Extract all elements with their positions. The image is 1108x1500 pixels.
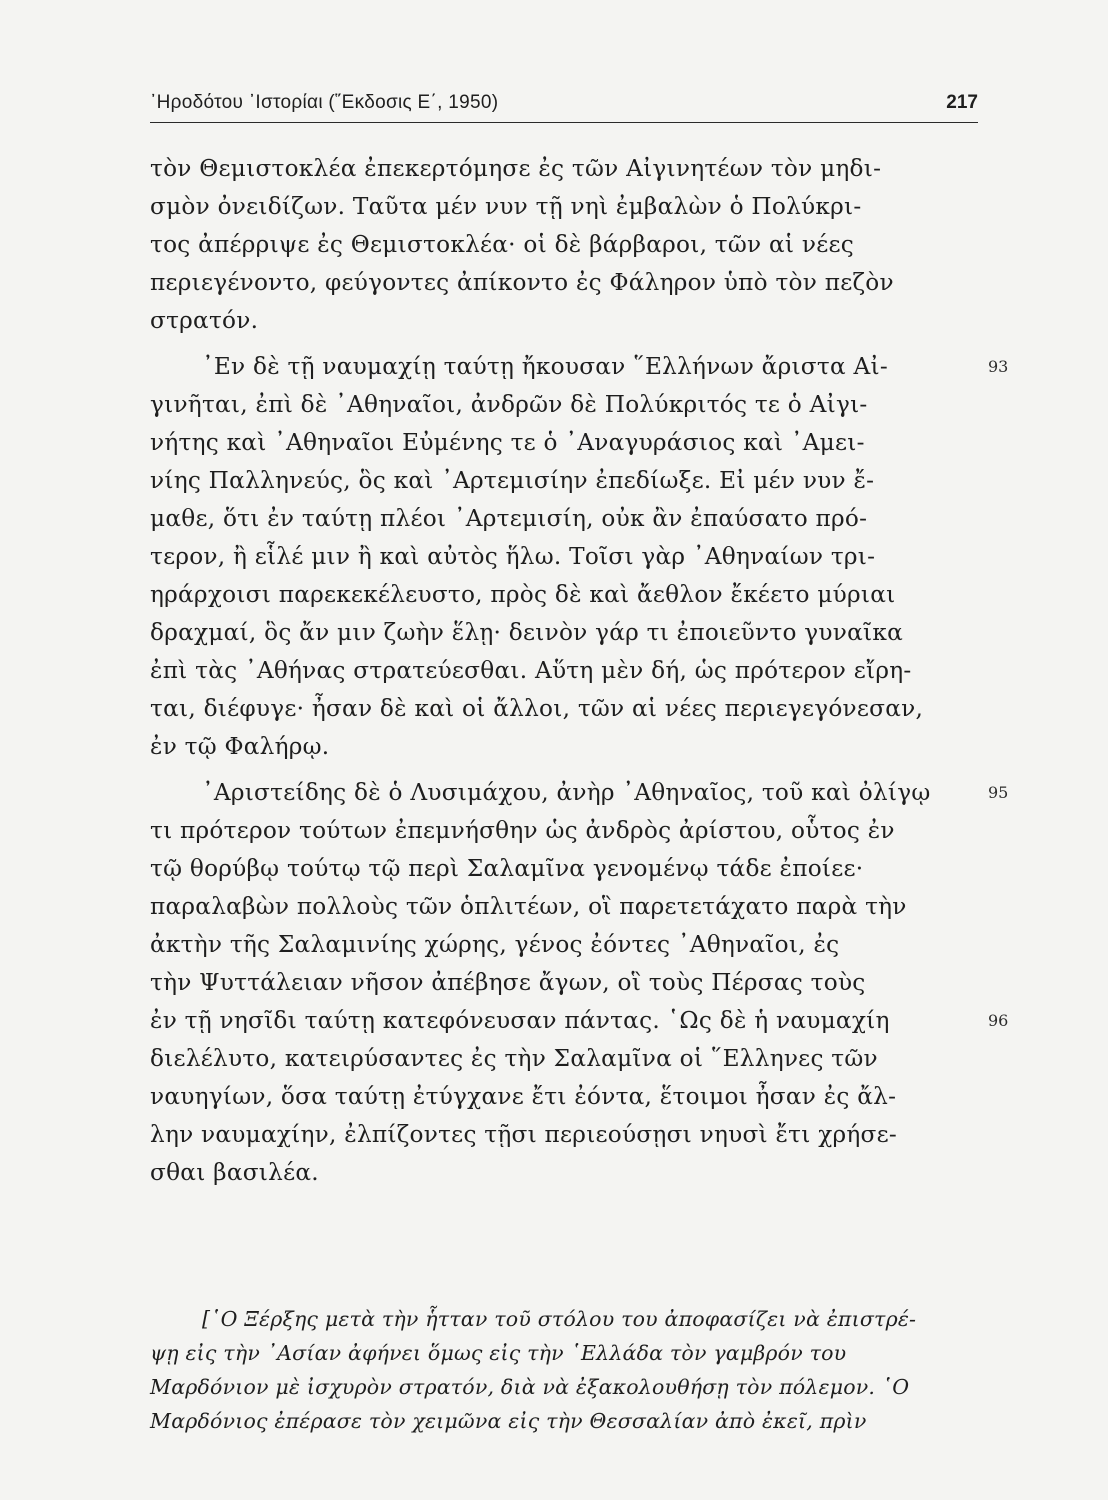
running-header [150, 92, 978, 123]
text-line: ται, διέφυγε· ἦσαν δὲ καὶ οἱ ἄλλοι, τῶν αἱ νέες περιεγεγόνεσαν, [150, 695, 924, 722]
text-line: τῷ θορύβῳ τούτῳ τῷ περὶ Σαλαμῖνα γενομένῳ τάδε ἐποίεε· [150, 855, 864, 882]
text-line: τὴν Ψυττάλειαν νῆσον ἀπέβησε ἄγων, οἳ τοὺς Πέρσας τοὺς [150, 969, 866, 996]
note-line: Μαρδόνιος ἐπέρασε τὸν χειμῶνα εἰς τὴν Θεσσαλίαν ἀπὸ ἐκεῖ, πρὶν [150, 1409, 867, 1433]
text-line: ηράρχοισι παρεκεκέλευστο, πρὸς δὲ καὶ ἄεθλον ἔκέετο μύριαι [150, 581, 896, 608]
text-line: ᾿Αριστείδης δὲ ὁ Λυσιμάχου, ἀνὴρ ᾿Αθηναῖος, τοῦ καὶ ὀλίγῳ [202, 779, 931, 806]
text-line: σμὸν ὀνειδίζων. Ταῦτα μέν νυν τῇ νηὶ ἐμβαλὼν ὁ Πολύκρι- [150, 193, 862, 220]
text-line: γινῆται, ἐπὶ δὲ ᾿Αθηναῖοι, ἀνδρῶν δὲ Πολύκριτός τε ὁ Αἰγι- [150, 391, 868, 418]
note-line: Μαρδόνιον μὲ ἰσχυρὸν στρατόν, διὰ νὰ ἐξακολουθήσῃ τὸν πόλεμον. ῾Ο [150, 1375, 910, 1399]
section-number: 95 [988, 783, 1009, 802]
text-line: ἐπὶ τὰς ᾿Αθήνας στρατεύεσθαι. Αὕτη μὲν δή, ὡς πρότερον εἴρη- [150, 657, 912, 684]
note-line: [῾Ο Ξέρξης μετὰ τὴν ἧτταν τοῦ στόλου του ἀποφασίζει νὰ ἐπιστρέ- [202, 1307, 917, 1331]
text-line: ναυηγίων, ὅσα ταύτῃ ἐτύγχανε ἔτι ἐόντα, ἕτοιμοι ἦσαν ἐς ἄλ- [150, 1083, 897, 1110]
text-line: τος ἀπέρριψε ἐς Θεμιστοκλέα· οἱ δὲ βάρβαροι, τῶν αἱ νέες [150, 231, 854, 258]
header-title: ᾿Ηροδότου ᾿Ιστορίαι (῞Εκδοσις Ε΄, 1950) [150, 92, 499, 113]
note-line: ψῃ εἰς τὴν ᾿Ασίαν ἀφήνει ὅμως εἰς τὴν ῾Ελλάδα τὸν γαμβρόν του [150, 1341, 847, 1365]
text-line: τι πρότερον τούτων ἐπεμνήσθην ὡς ἀνδρὸς ἀρίστου, οὗτος ἐν [150, 817, 895, 844]
text-line: νήτης καὶ ᾿Αθηναῖοι Εὐμένης τε ὁ ᾿Αναγυράσιος καὶ ᾿Αμει- [150, 429, 865, 456]
text-line: λην ναυμαχίην, ἐλπίζοντες τῇσι περιεούσῃσι νηυσὶ ἔτι χρήσε- [150, 1121, 897, 1148]
text-line: διελέλυτο, κατειρύσαντες ἐς τὴν Σαλαμῖνα οἱ ῞Ελληνες τῶν [150, 1045, 878, 1072]
text-line: ᾿Εν δὲ τῇ ναυμαχίῃ ταύτῃ ἤκουσαν ῞Ελλήνων ἄριστα Αἰ- [202, 353, 888, 380]
section-number: 93 [988, 357, 1009, 376]
text-line: παραλαβὼν πολλοὺς τῶν ὁπλιτέων, οἳ παρετετάχατο παρὰ τὴν [150, 893, 907, 920]
page-number: 217 [946, 92, 978, 113]
text-line: τὸν Θεμιστοκλέα ἐπεκερτόμησε ἐς τῶν Αἰγινητέων τὸν μηδι- [150, 155, 882, 182]
text-line: σθαι βασιλέα. [150, 1159, 319, 1186]
section-number: 96 [988, 1011, 1009, 1030]
text-line: στρατόν. [150, 307, 259, 334]
text-line: ἐν τῇ νησῖδι ταύτῃ κατεφόνευσαν πάντας. ῾Ως δὲ ἡ ναυμαχίη [150, 1007, 890, 1034]
text-line: δραχμαί, ὃς ἄν μιν ζωὴν ἕλῃ· δεινὸν γάρ τι ἐποιεῦντο γυναῖκα [150, 619, 903, 646]
text-line: περιεγένοντο, φεύγοντες ἀπίκοντο ἐς Φάληρον ὑπὸ τὸν πεζὸν [150, 269, 894, 296]
text-line: τερον, ἢ εἷλέ μιν ἢ καὶ αὐτὸς ἥλω. Τοῖσι γὰρ ᾿Αθηναίων τρι- [150, 543, 876, 570]
text-line: ἀκτὴν τῆς Σαλαμινίης χώρης, γένος ἐόντες ᾿Αθηναῖοι, ἐς [150, 931, 840, 958]
text-line: νίης Παλληνεύς, ὃς καὶ ᾿Αρτεμισίην ἐπεδίωξε. Εἰ μέν νυν ἔ- [150, 467, 875, 494]
text-line: ἐν τῷ Φαλήρῳ. [150, 733, 330, 760]
text-line: μαθε, ὅτι ἐν ταύτῃ πλέοι ᾿Αρτεμισίη, οὐκ ἂν ἐπαύσατο πρό- [150, 505, 868, 532]
